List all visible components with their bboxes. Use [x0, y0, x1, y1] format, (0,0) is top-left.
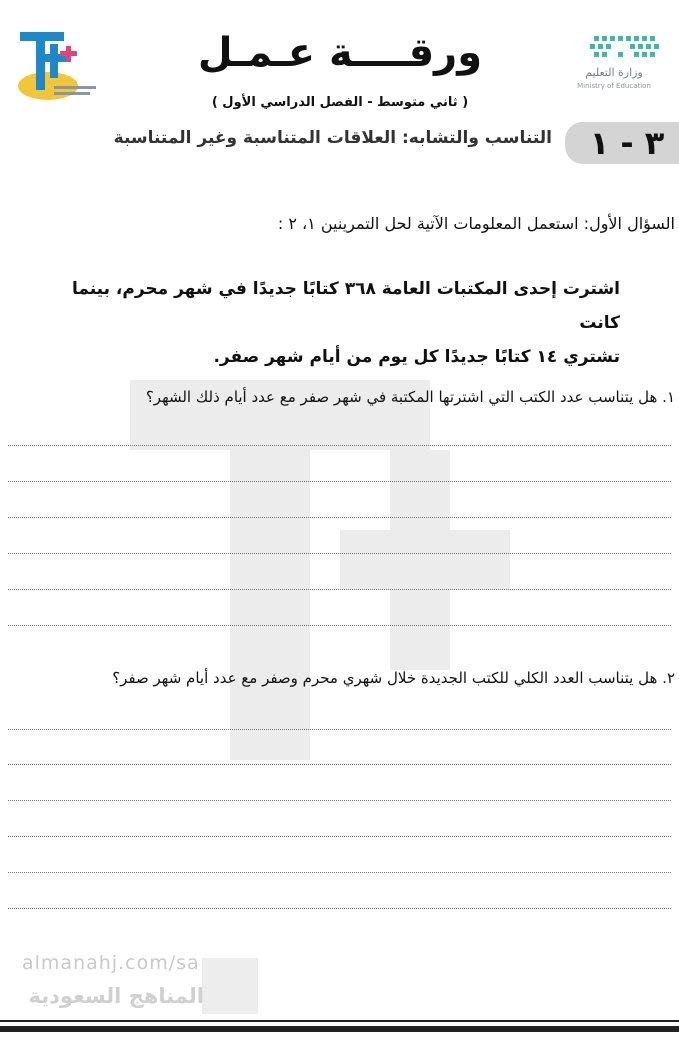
- worksheet-subtitle: ( ثاني متوسط - الفصل الدراسي الأول ): [211, 95, 469, 110]
- problem-line-2: تشتري ١٤ كتابًا جديدًا كل يوم من أيام شهر صفر.: [213, 347, 620, 367]
- question-2: ٢. هل يتناسب العدد الكلي للكتب الجديدة خلال شهري محرم وصفر مع عدد أيام شهر صفر؟: [112, 669, 675, 687]
- brand-logo-icon: [10, 26, 100, 106]
- question-intro: السؤال الأول: استعمل المعلومات الآتية لحل التمرينين ١، ٢ :: [277, 214, 675, 233]
- bottom-rule-thick: [0, 1026, 679, 1032]
- answer-line[interactable]: [8, 553, 671, 554]
- answer-line[interactable]: [8, 836, 671, 837]
- footer-url: almanahj.com/sa: [22, 952, 200, 974]
- question-1: ١. هل يتناسب عدد الكتب التي اشترتها المكتبة في شهر صفر مع عدد أيام ذلك الشهر؟: [145, 388, 675, 406]
- watermark-logo: [90, 360, 610, 780]
- answer-line[interactable]: [8, 589, 671, 590]
- footer-site-name: المناهج السعودية: [28, 984, 204, 1008]
- answer-line[interactable]: [8, 800, 671, 801]
- ministry-name-en: Ministry of Education: [577, 82, 651, 90]
- problem-line-1: اشترت إحدى المكتبات العامة ٣٦٨ كتابًا جديدًا في شهر محرم، بينما كانت: [71, 279, 620, 333]
- lesson-number: ٣ - ١: [589, 124, 665, 162]
- answer-line[interactable]: [8, 872, 671, 873]
- answer-line[interactable]: [8, 481, 671, 482]
- bottom-rule-thin: [0, 1020, 679, 1022]
- answer-line[interactable]: [8, 729, 671, 730]
- answer-line[interactable]: [8, 625, 671, 626]
- worksheet-title: ورقــــة عـمـل: [197, 30, 483, 76]
- ministry-name: وزارة التعليم: [585, 66, 643, 79]
- lesson-title: التناسب والتشابه: العلاقات المتناسبة وغير المتناسبة: [113, 128, 552, 148]
- problem-statement: [40, 272, 620, 374]
- answer-line[interactable]: [8, 764, 671, 765]
- answer-line[interactable]: [8, 517, 671, 518]
- footer-watermark-block: [202, 958, 258, 1014]
- answer-line[interactable]: [8, 908, 671, 909]
- answer-line[interactable]: [8, 445, 671, 446]
